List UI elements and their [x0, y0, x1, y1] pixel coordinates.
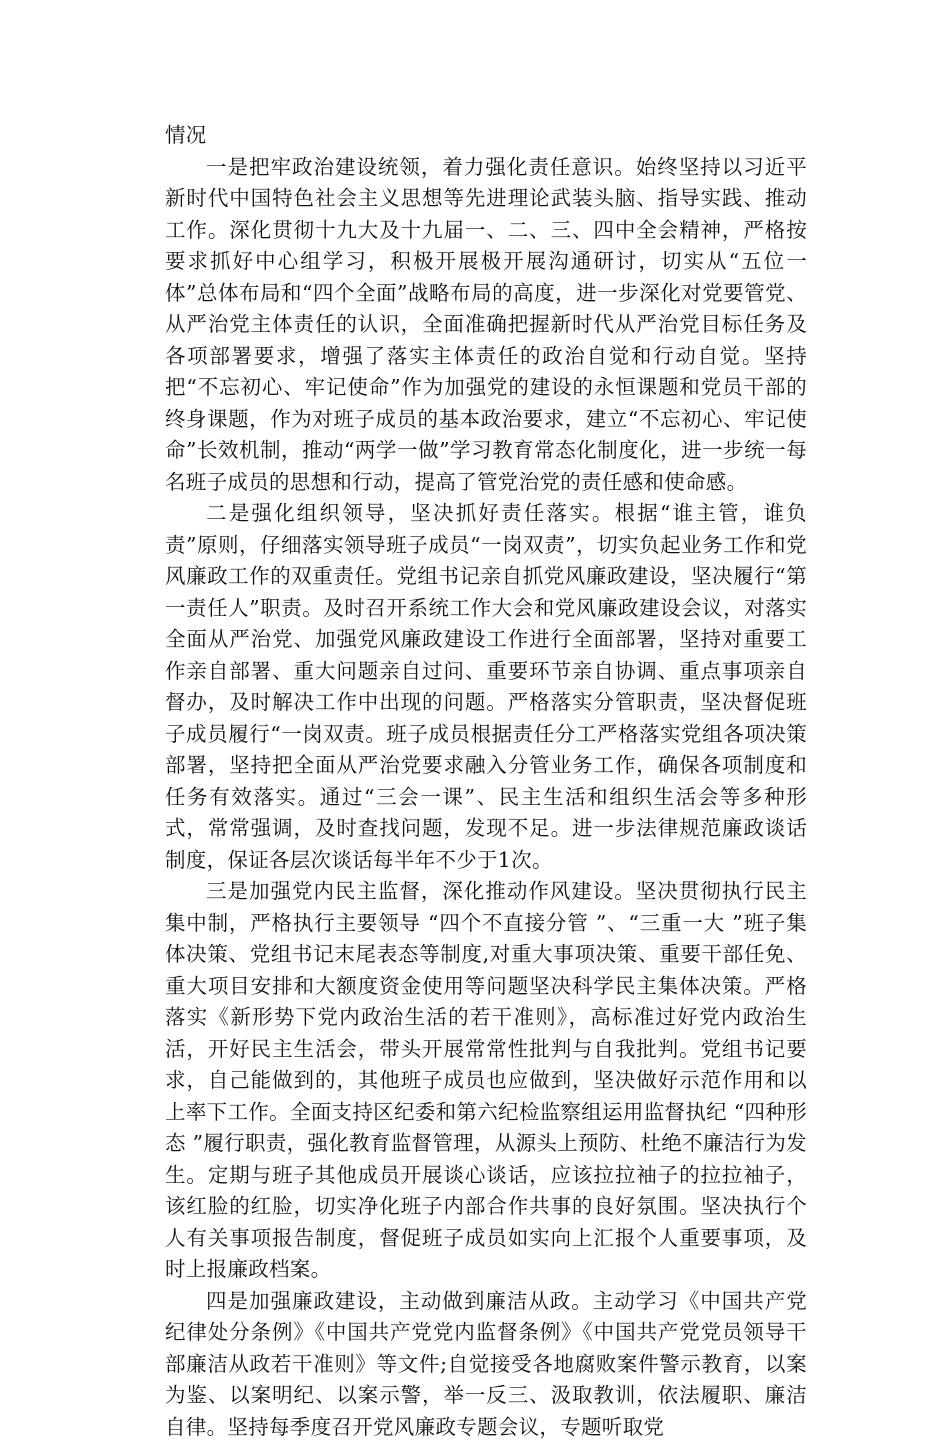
section-heading: 情况	[165, 120, 807, 152]
paragraph-4: 四是加强廉政建设，主动做到廉洁从政。主动学习《中国共产党纪律处分条例》《中国共产党党内监督条例》《中国共产党党员领导干部廉洁从政若干准则》等文件;自觉接受各地腐败案件警示教育，以案为鉴、以案明纪、以案示警，举一反三、汲取教训，依法履职、廉洁自律。坚持每季度召开党风廉政专题会议，专题听取党	[165, 1286, 807, 1443]
paragraph-2: 二是强化组织领导，坚决抓好责任落实。根据“谁主管，谁负责”原则，仔细落实领导班子成员“一岗双责”，切实负起业务工作和党风廉政工作的双重责任。党组书记亲自抓党风廉政建设，坚决履行“第一责任人”职责。及时召开系统工作大会和党风廉政建设会议，对落实全面从严治党、加强党风廉政建设工作进行全面部署，坚持对重要工作亲自部署、重大问题亲自过问、重要环节亲自协调、重点事项亲自督办，及时解决工作中出现的问题。严格落实分管职责，坚决督促班子成员履行“一岗双责。班子成员根据责任分工严格落实党组各项决策部署，坚持把全面从严治党要求融入分管业务工作，确保各项制度和任务有效落实。通过“三会一课”、民主生活和组织生活会等多种形式，常常强调，及时查找问题，发现不足。进一步法律规范廉政谈话制度，保证各层次谈话每半年不少于1次。	[165, 498, 807, 876]
paragraph-3: 三是加强党内民主监督，深化推动作风建设。坚决贯彻执行民主集中制，严格执行主要领导 “四个不直接分管 ”、“三重一大 ”班子集体决策、党组书记末尾表态等制度,对重大事项决策、重要干部任免、重大项目安排和大额度资金使用等问题坚决科学民主集体决策。严格落实《新形势下党内政治生活的若干准则》，高标准过好党内政治生活，开好民主生活会，带头开展常常性批判与自我批判。党组书记要求，自己能做到的，其他班子成员也应做到，坚决做好示范作用和以上率下工作。全面支持区纪委和第六纪检监察组运用监督执纪 “四种形态 ”履行职责，强化教育监督管理，从源头上预防、杜绝不廉洁行为发生。定期与班子其他成员开展谈心谈话，应该拉拉袖子的拉拉袖子，该红脸的红脸，切实净化班子内部合作共事的良好氛围。坚决执行个人有关事项报告制度，督促班子成员如实向上汇报个人重要事项，及时上报廉政档案。	[165, 876, 807, 1286]
paragraph-1: 一是把牢政治建设统领，着力强化责任意识。始终坚持以习近平新时代中国特色社会主义思想等先进理论武装头脑、指导实践、推动工作。深化贯彻十九大及十九届一、二、三、四中全会精神，严格按要求抓好中心组学习，积极开展极开展沟通研讨，切实从“五位一体”总体布局和“四个全面”战略布局的高度，进一步深化对党要管党、从严治党主体责任的认识，全面准确把握新时代从严治党目标任务及各项部署要求，增强了落实主体责任的政治自觉和行动自觉。坚持把“不忘初心、牢记使命”作为加强党的建设的永恒课题和党员干部的终身课题，作为对班子成员的基本政治要求，建立“不忘初心、牢记使命”长效机制，推动“两学一做”学习教育常态化制度化，进一步统一每名班子成员的思想和行动，提高了管党治党的责任感和使命感。	[165, 152, 807, 499]
document-body	[165, 120, 807, 1443]
